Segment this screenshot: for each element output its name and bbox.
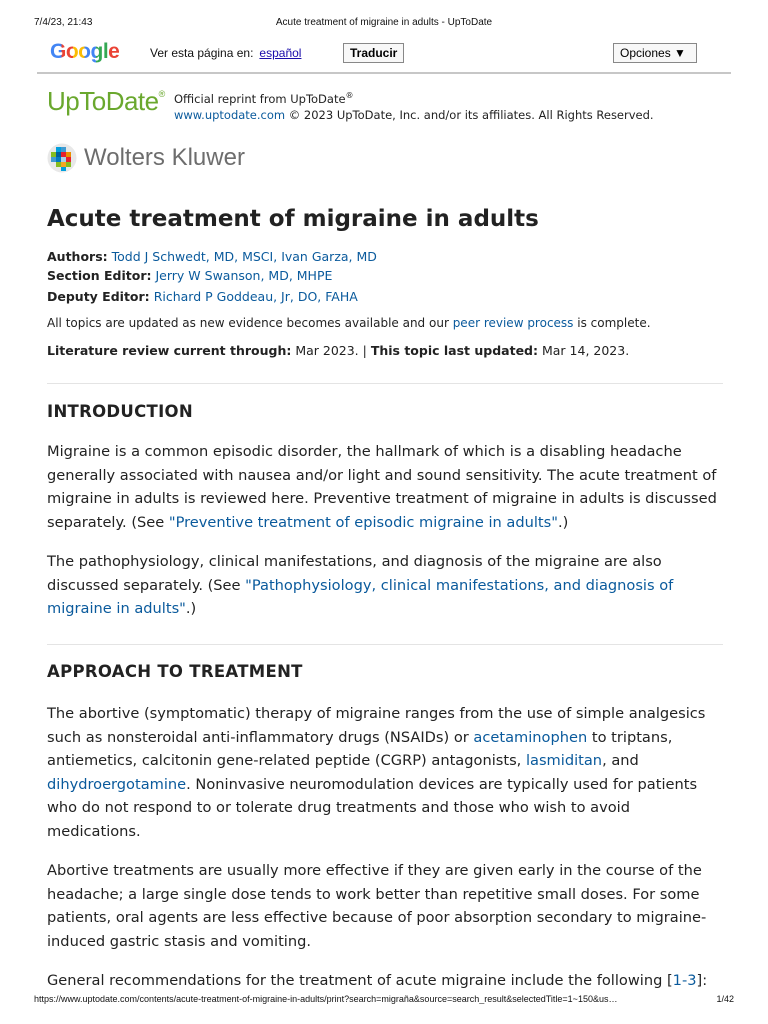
acetaminophen-link[interactable]: acetaminophen (473, 728, 588, 746)
lit-review-label: Literature review current through: (47, 343, 292, 358)
approach-p1-d: . Noninvasive neuromodulation devices are typically used for patients who do not respond to or tolerate drug treatments and those who wish to avoid medications. (47, 775, 698, 840)
translate-button[interactable]: Traducir (343, 43, 404, 63)
approach-paragraph-1 (47, 702, 727, 843)
author-link-garza[interactable]: Ivan Garza, MD (281, 249, 377, 264)
language-link[interactable]: español (259, 46, 302, 60)
divider (47, 383, 723, 384)
approach-paragraph-3 (47, 969, 727, 993)
uptodate-site-link[interactable]: www.uptodate.com (174, 107, 286, 122)
review-dates (47, 343, 629, 358)
google-logo-text: Google (50, 40, 120, 63)
google-translate-bar (37, 38, 731, 74)
dihydroergotamine-link[interactable]: dihydroergotamine (47, 775, 187, 793)
copyright-text: © 2023 UpToDate, Inc. and/or its affiliates. All Rights Reserved. (288, 107, 654, 122)
reprint-line: Official reprint from UpToDate (174, 91, 346, 106)
reprint-mark: ® (345, 91, 354, 100)
approach-p1-b: to triptans, antiemetics, calcitonin gene-related peptide (CGRP) antagonists, (47, 728, 673, 769)
uptodate-logo[interactable] (47, 86, 165, 117)
print-header (34, 17, 734, 31)
introduction-paragraph-2 (47, 550, 727, 621)
uptodate-logo-text: UpToDate (47, 86, 159, 116)
introduction-paragraph-1 (47, 440, 727, 534)
print-footer (34, 994, 734, 1008)
last-updated-label: This topic last updated: (370, 343, 539, 358)
print-footer-url: https://www.uptodate.com/contents/acute-treatment-of-migraine-in-adults/print?search=migraña&source=search_result&selectedTitle=1~150&us… (34, 994, 618, 1004)
article-title: Acute treatment of migraine in adults (47, 206, 539, 232)
divider (47, 644, 723, 645)
introduction-heading: INTRODUCTION (47, 402, 193, 421)
section-editor-line (47, 268, 332, 283)
reprint-notice (174, 88, 654, 123)
options-dropdown[interactable]: Opciones ▼ (613, 43, 697, 63)
update-note-pre: All topics are updated as new evidence becomes available and our (47, 316, 453, 330)
google-logo (50, 40, 119, 64)
approach-paragraph-2: Abortive treatments are usually more effective if they are given early in the course of the headache; a large single dose tends to work better than repetitive small doses. For some patients, oral agents are less effective because of poor absorption secondary to migraine-induced gastric stasis and vomiting. (47, 862, 707, 950)
update-note (47, 316, 651, 330)
intro-p1-end: .) (557, 513, 569, 531)
approach-heading: APPROACH TO TREATMENT (47, 662, 303, 681)
wolters-kluwer-text: Wolters Kluwer (84, 144, 245, 171)
lit-review-value: Mar 2023. | (291, 343, 371, 358)
deputy-editor-label: Deputy Editor: (47, 289, 150, 304)
intro-p1-text: Migraine is a common episodic disorder, the hallmark of which is a disabling headache generally associated with nausea and/or light and sound sensitivity. The acute treatment of migraine in adults is reviewed here. Preventive treatment of migraine in adults is discussed separately. (See (47, 443, 717, 531)
update-note-post: is complete. (573, 316, 651, 330)
pathophysiology-link[interactable]: "Pathophysiology, clinical manifestations, and diagnosis of migraine in adults" (47, 576, 674, 617)
intro-p2-end: .) (185, 600, 197, 617)
peer-review-link[interactable]: peer review process (452, 316, 574, 330)
approach-p1-a: The abortive (symptomatic) therapy of migraine ranges from the use of simple analgesics such as nonsteroidal anti-inflammatory drugs (NSAIDs) or (47, 705, 706, 746)
approach-p1-c: , and (602, 752, 639, 769)
reference-link-1-3[interactable]: 1-3 (672, 972, 697, 989)
uptodate-logo-mark: ® (158, 89, 165, 99)
print-page-number: 1/42 (716, 994, 734, 1004)
translate-prompt-text: Ver esta página en: (150, 46, 254, 60)
authors-label: Authors: (47, 249, 108, 264)
approach-p3-a: General recommendations for the treatment of acute migraine include the following [ (47, 972, 673, 989)
intro-p2-text: The pathophysiology, clinical manifestations, and diagnosis of the migraine are also discussed separately. (See (47, 553, 662, 594)
author-link-schwedt[interactable]: Todd J Schwedt, MD, MSCI (111, 249, 274, 264)
deputy-editor-link[interactable]: Richard P Goddeau, Jr, DO, FAHA (153, 289, 358, 304)
last-updated-value: Mar 14, 2023. (538, 343, 630, 358)
section-editor-label: Section Editor: (47, 268, 152, 283)
preventive-treatment-link[interactable]: "Preventive treatment of episodic migraine in adults" (168, 513, 558, 531)
print-datetime: 7/4/23, 21:43 (34, 17, 93, 28)
lasmiditan-link[interactable]: lasmiditan (525, 752, 603, 769)
deputy-editor-line (47, 289, 358, 304)
print-page-title: Acute treatment of migraine in adults - UpToDate (275, 17, 493, 28)
section-editor-link[interactable]: Jerry W Swanson, MD, MHPE (155, 268, 333, 283)
approach-p3-b: ]: (696, 972, 708, 989)
authors-line (47, 249, 377, 264)
wolters-kluwer-logo-icon (47, 143, 77, 173)
translate-prompt (150, 46, 301, 60)
authors-separator: , (273, 249, 282, 264)
